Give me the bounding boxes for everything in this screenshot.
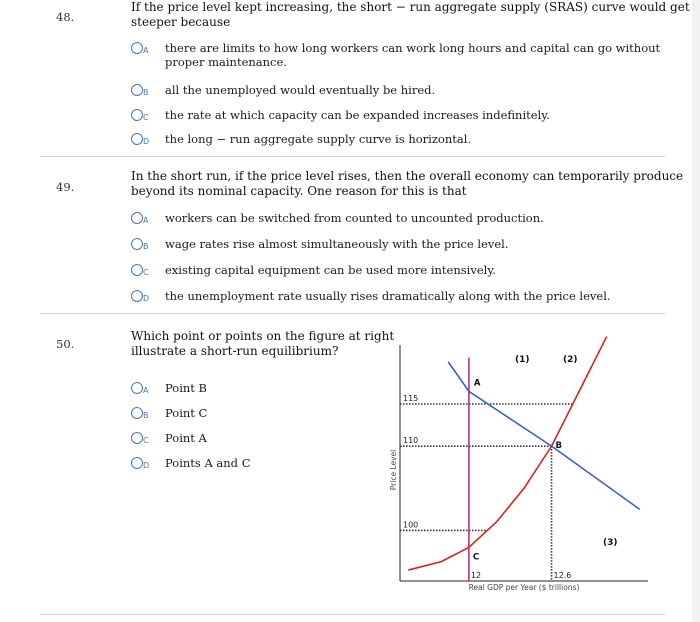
radio-button[interactable]: A <box>131 42 143 54</box>
option-text: the unemployment rate usually rises dramatically along with the price level. <box>165 289 611 303</box>
answer-option[interactable] <box>131 381 207 395</box>
y-tick-label: 115 <box>403 394 419 403</box>
y-axis-label: Price Level <box>389 449 398 491</box>
answer-option[interactable] <box>131 406 207 420</box>
curve-label: (3) <box>603 538 618 548</box>
answer-option[interactable] <box>131 132 471 146</box>
prompt-line: beyond its nominal capacity. One reason for this is that <box>131 184 467 198</box>
y-tick-label: 100 <box>403 520 419 530</box>
question-number: 48. <box>56 10 75 24</box>
question-prompt <box>131 0 690 30</box>
option-text: Point B <box>165 381 208 395</box>
radio-button[interactable]: C <box>131 264 143 276</box>
radio-button[interactable]: C <box>131 109 143 121</box>
prompt-line: steeper because <box>131 15 231 29</box>
radio-button[interactable]: A <box>131 212 143 224</box>
prompt-line: In the short run, if the price level rises, then the overall economy can temporarily produce <box>131 169 684 183</box>
radio-button[interactable]: A <box>131 382 143 394</box>
radio-button[interactable]: B <box>131 238 143 250</box>
question-number: 50. <box>56 337 75 351</box>
y-tick-label: 110 <box>403 436 419 446</box>
curve-label: (1) <box>515 355 530 365</box>
x-axis-label: Real GDP per Year ($ trillions) <box>468 583 580 592</box>
economics-figure <box>370 330 670 602</box>
option-text: Point C <box>165 406 208 420</box>
option-text: there are limits to how long workers can work long hours and capital can go without <box>165 41 661 55</box>
divider <box>40 313 665 314</box>
curve-label: (2) <box>563 355 578 365</box>
point-label: B <box>555 441 563 452</box>
x-tick-label: 12.6 <box>553 571 572 580</box>
radio-button[interactable]: B <box>131 407 143 419</box>
answer-option[interactable] <box>131 211 544 225</box>
option-text: all the unemployed would eventually be hired. <box>165 83 436 97</box>
option-text: proper maintenance. <box>165 55 287 69</box>
option-text: Points A and C <box>165 456 251 470</box>
answer-option[interactable] <box>131 289 611 303</box>
answer-option[interactable] <box>131 83 435 97</box>
option-text: the rate at which capacity can be expanded increases indefinitely. <box>165 108 550 122</box>
point-label: A <box>473 378 481 389</box>
series-line <box>408 337 606 570</box>
option-text: workers can be switched from counted to uncounted production. <box>165 211 544 225</box>
radio-button[interactable]: D <box>131 457 143 469</box>
option-text: wage rates rise almost simultaneously with the price level. <box>165 237 509 251</box>
radio-button[interactable]: B <box>131 84 143 96</box>
divider <box>40 156 665 157</box>
answer-option[interactable] <box>131 237 509 251</box>
page-edge-shadow <box>692 0 700 622</box>
point-label: C <box>472 552 480 563</box>
question-number: 49. <box>56 180 75 194</box>
prompt-line: If the price level kept increasing, the short − run aggregate supply (SRAS) curve would get <box>131 0 690 14</box>
question-prompt <box>131 329 394 359</box>
option-text: Point A <box>165 431 207 445</box>
answer-option[interactable] <box>131 456 251 470</box>
option-text: the long − run aggregate supply curve is horizontal. <box>165 132 472 146</box>
divider <box>40 614 665 615</box>
answer-option[interactable] <box>131 108 550 122</box>
answer-option[interactable] <box>131 41 660 69</box>
radio-button[interactable]: D <box>131 290 143 302</box>
prompt-line: Which point or points on the figure at right <box>131 329 395 343</box>
answer-option[interactable] <box>131 431 207 445</box>
radio-button[interactable]: C <box>131 432 143 444</box>
answer-option[interactable] <box>131 263 496 277</box>
prompt-line: illustrate a short-run equilibrium? <box>131 344 339 358</box>
radio-button[interactable]: D <box>131 133 143 145</box>
x-tick-label: 12 <box>470 571 482 580</box>
question-prompt <box>131 169 683 199</box>
option-text: existing capital equipment can be used more intensively. <box>165 263 496 277</box>
